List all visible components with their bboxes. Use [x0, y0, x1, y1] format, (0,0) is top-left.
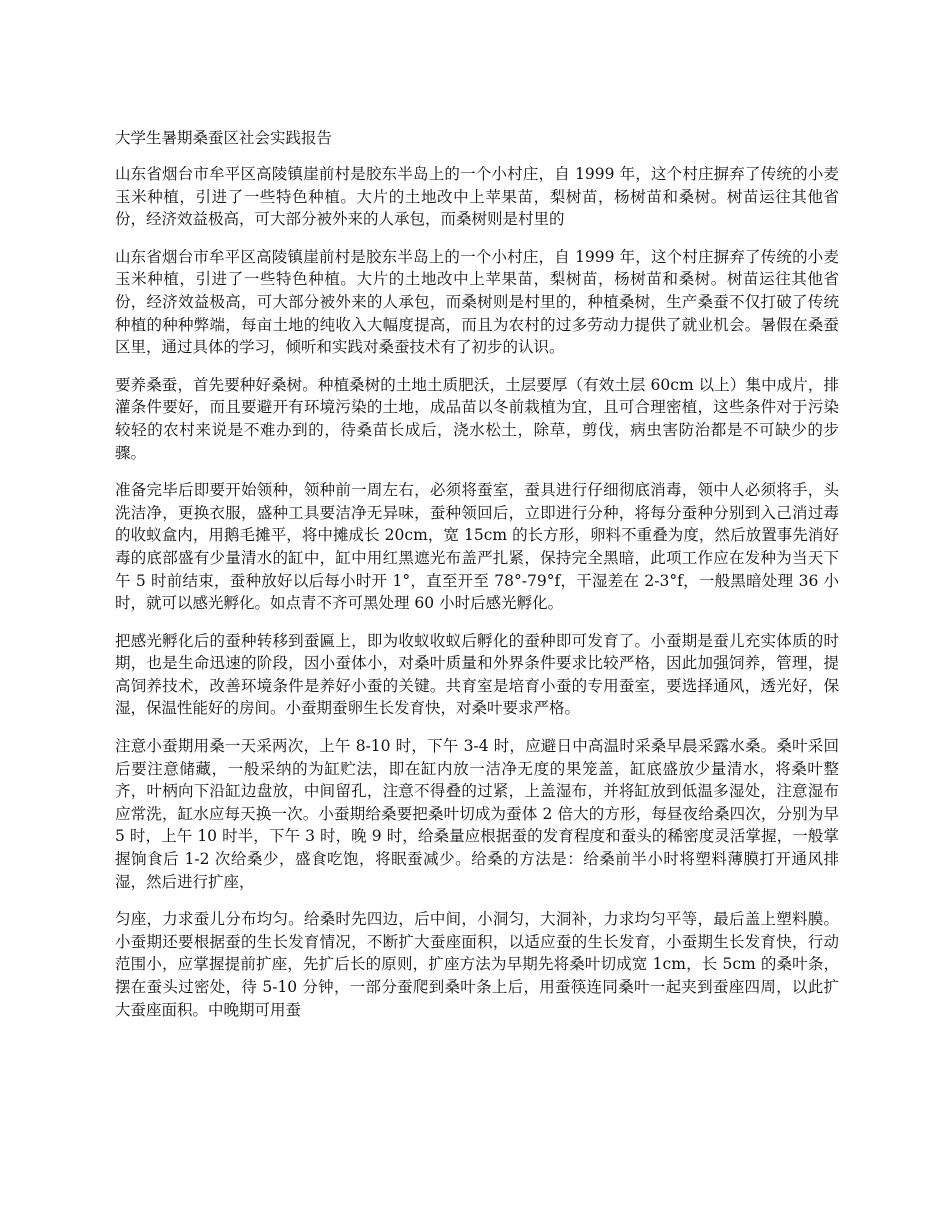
document-page — [115, 127, 839, 1036]
document-title: 大学生暑期桑蚕区社会实践报告 — [115, 129, 333, 147]
paragraph-intro: 山东省烟台市牟平区高陵镇崖前村是胶东半岛上的一个小村庄，自 1999 年，这个村庄摒弃了传统的小麦玉米种植，引进了一些特色种植。大片的土地改中上苹果苗，梨树苗，杨树苗和桑树。树苗运往其他省份，经济效益极高，可大部分被外来的人承包，而桑树则是村里的 — [115, 165, 839, 229]
paragraph-egg-preparation: 准备完毕后即要开始领种，领种前一周左右，必须将蚕室，蚕具进行仔细彻底消毒，领中人必须将手，头洗洁净，更换衣服，盛种工具要洁净无异味，蚕种领回后，立即进行分种，将每分蚕种分别到入己消过毒的收蚁盒内，用鹅毛摊平，将中摊成长 20cm，宽 15cm 的长方形，卵料不重叠为度，然后放置事先消好毒的底部盛有少量清水的缸中，缸中用红黑遮光布盖严扎紧，保持完全黑暗，此项工作应在发种为当天下午 5 时前结束，蚕种放好以后每小时开 1°，直至开至 78°-79°f，干湿差在 2-3°f，一般黑暗处理 36 小时，就可以感光孵化。如点青不齐可黑处理 60 小时后感光孵化。 — [115, 481, 839, 613]
paragraph-leaf-feeding: 注意小蚕期用桑一天采两次，上午 8-10 时，下午 3-4 时，应避日中高温时采桑早晨采露水桑。桑叶采回后要注意储藏，一般采纳的为缸贮法，即在缸内放一洁净无度的果笼盖，缸底盛放少量清水，将桑叶整齐，叶柄向下沿缸边盘放，中间留孔，注意不得叠的过紧，上盖湿布，并将缸放到低温多湿处，注意湿布应常洗，缸水应每天换一次。小蚕期给桑要把桑叶切成为蚕体 2 倍大的方形，每昼夜给桑四次，分别为早 5 时，上午 10 时半，下午 3 时，晚 9 时，给桑量应根据蚕的发育程度和蚕头的稀密度灵活掌握，一般掌握饷食后 1-2 次给桑少，盛食吃饱，将眠蚕减少。给桑的方法是：给桑前半小时将塑料薄膜打开通风排湿，然后进行扩座， — [115, 737, 839, 891]
paragraph-mulberry-planting: 要养桑蚕，首先要种好桑树。种植桑树的土地土质肥沃，土层要厚（有效土层 60cm 以上）集中成片，排灌条件要好，而且要避开有环境污染的土地，成品苗以冬前栽植为宜，且可合理密植，这些条件对于污染较轻的农村来说是不难办到的，待桑苗长成后，浇水松土，除草，剪伐，病虫害防治都是不可缺少的步骤。 — [115, 375, 839, 462]
paragraph-young-silkworm: 把感光孵化后的蚕种转移到蚕匾上，即为收蚁收蚁后孵化的蚕种即可发育了。小蚕期是蚕儿充实体质的时期，也是生命迅速的阶段，因小蚕体小，对桑叶质量和外界条件要求比较严格，因此加强饲养，管理，提高饲养技术，改善环境条件是养好小蚕的关键。共育室是培育小蚕的专用蚕室，要选择通风，透光好，保湿，保温性能好的房间。小蚕期蚕卵生长发育快，对桑叶要求严格。 — [115, 631, 839, 718]
paragraph-background: 山东省烟台市牟平区高陵镇崖前村是胶东半岛上的一个小村庄，自 1999 年，这个村庄摒弃了传统的小麦玉米种植，引进了一些特色种植。大片的土地改中上苹果苗，梨树苗，杨树苗和桑树。树苗运往其他省份，经济效益极高，可大部分被外来的人承包，而桑树则是村里的，种植桑树，生产桑蚕不仅打破了传统种植的种种弊端，每亩土地的纯收入大幅度提高，而且为农村的过多劳动力提供了就业机会。暑假在桑蚕区里，通过具体的学习，倾听和实践对桑蚕技术有了初步的认识。 — [115, 247, 839, 357]
paragraph-bed-expansion: 匀座，力求蚕儿分布均匀。给桑时先四边，后中间，小洞匀，大洞补，力求均匀平等，最后盖上塑料膜。小蚕期还要根据蚕的生长发育情况，不断扩大蚕座面积，以适应蚕的生长发育，小蚕期生长发育快，行动范围小，应掌握提前扩座，先扩后长的原则，扩座方法为早期先将桑叶切成宽 1cm，长 5cm 的桑叶条，摆在蚕头过密处，待 5-10 分钟，一部分蚕爬到桑叶条上后，用蚕筷连同桑叶一起夹到蚕座四周，以此扩大蚕座面积。中晚期可用蚕 — [115, 910, 839, 1019]
